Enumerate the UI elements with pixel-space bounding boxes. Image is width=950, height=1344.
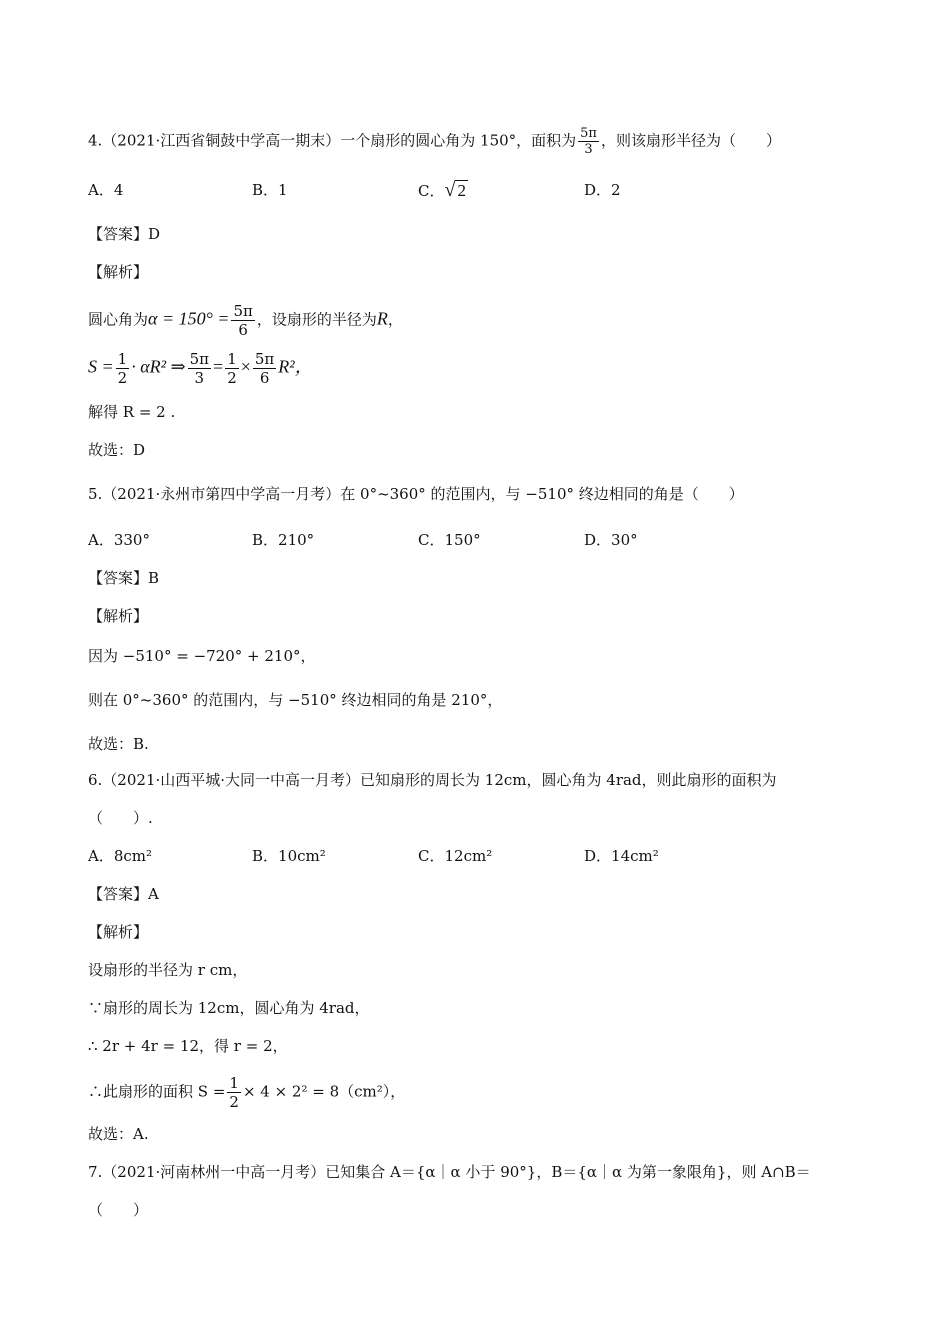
q4-answer: 【答案】D [88, 225, 161, 243]
q7-stem-line-1: 7.（2021·河南林州一中高一月考）已知集合 A＝{α｜α 小于 90°}，B＝{α｜α 为第一象限角}，则 A∩B＝ [88, 1163, 811, 1181]
q6-stem-line-2: （ ）. [88, 809, 153, 827]
q5-option-b: B．210° [252, 531, 315, 549]
q6-stem-line-1: 6.（2021·山西平城·大同一中高一月考）已知扇形的周长为 12cm，圆心角为 4rad，则此扇形的面积为 [88, 771, 777, 789]
q4-l2-f-num: 5π [189, 350, 210, 368]
q4-l1-alpha: α = 150° = [148, 308, 230, 329]
q4-stem-frac-num: 5π [580, 126, 597, 141]
q4-option-b: B．1 [252, 181, 288, 199]
q4-stem-text-b: ，则该扇形半径为（ ） [600, 131, 781, 150]
q4-l2-frac-f [188, 350, 211, 387]
q5-analysis-line-1: 因为 −510° = −720° + 210°， [88, 647, 316, 665]
q6-l4-text-a: ∴此扇形的面积 S = [88, 1082, 226, 1101]
q4-l2-g-num: 5π [254, 350, 275, 368]
q4-l1-text-c: ， [387, 310, 403, 329]
q4-l1-text: 圆心角为 [88, 310, 149, 329]
q6-analysis-label: 【解析】 [88, 923, 149, 941]
q4-stem-fraction [578, 126, 599, 157]
q4-option-c [418, 180, 468, 201]
q4-stem-text-a: 4.（2021·江西省铜鼓中学高一期末）一个扇形的圆心角为 150°，面积为 [88, 131, 577, 150]
q6-analysis-line-3: ∴ 2r + 4r = 12，得 r = 2， [88, 1037, 288, 1055]
q6-answer: 【答案】A [88, 885, 159, 903]
q4-l1-radius: R [376, 308, 388, 329]
q4-analysis-line-1 [88, 302, 403, 339]
q4-option-d: D．2 [584, 181, 621, 199]
q4-l2-times: × [240, 356, 251, 377]
q4-l2-h2-den: 2 [227, 369, 237, 387]
q4-l2-eq: = [213, 356, 224, 377]
q6-analysis-line-2: ∵扇形的周长为 12cm，圆心角为 4rad， [88, 999, 370, 1017]
q4-option-c-radicand: 2 [457, 181, 466, 200]
q5-option-c: C．150° [418, 531, 481, 549]
q5-answer: 【答案】B [88, 569, 160, 587]
q6-option-a: A．8cm² [88, 847, 153, 865]
q4-analysis-line-3: 解得 R = 2 . [88, 403, 176, 421]
q5-analysis-line-2: 则在 0°~360° 的范围内，与 −510° 终边相同的角是 210°， [88, 691, 503, 709]
q4-l1-text-b: ，设扇形的半径为 [256, 310, 377, 329]
q4-analysis-line-2 [88, 350, 313, 387]
q4-l2-S: S = [88, 356, 114, 377]
q6-l4-frac-den: 2 [229, 1093, 239, 1111]
q5-option-d: D．30° [584, 531, 638, 549]
q4-l2-end: R²， [278, 356, 313, 377]
q6-option-d: D．14cm² [584, 847, 659, 865]
q5-analysis-label: 【解析】 [88, 607, 149, 625]
q4-l2-g-den: 6 [259, 369, 270, 387]
q4-l1-frac-den: 6 [238, 321, 248, 339]
q6-analysis-line-1: 设扇形的半径为 r cm， [88, 961, 248, 979]
q4-l2-mid: · αR² ⇒ [131, 356, 186, 377]
q4-final: 故选：D [88, 441, 146, 459]
q6-option-b: B．10cm² [252, 847, 326, 865]
q4-option-a: A．4 [88, 181, 124, 199]
q4-stem [88, 126, 781, 157]
q4-l2-half-2 [225, 350, 239, 387]
q4-l2-f-den: 3 [194, 369, 205, 387]
q4-l2-frac-g [253, 350, 276, 387]
q6-l4-frac-num: 1 [229, 1074, 239, 1092]
q6-analysis-line-4 [88, 1074, 405, 1111]
q5-option-a: A．330° [88, 531, 150, 549]
q6-l4-text-b: × 4 × 2² = 8（cm²）， [242, 1082, 406, 1101]
q4-l1-fraction [231, 302, 254, 339]
q6-option-c: C．12cm² [418, 847, 493, 865]
q4-l2-h1-den: 2 [117, 369, 128, 387]
q4-l1-frac-num: 5π [233, 302, 253, 320]
q7-stem-line-2: （ ） [88, 1201, 149, 1219]
q4-l2-h1-num: 1 [117, 350, 128, 368]
q4-option-c-label: C． [418, 182, 445, 200]
q6-l4-fraction [227, 1074, 241, 1111]
q4-l2-half-1 [116, 350, 130, 387]
q4-stem-frac-den: 3 [584, 142, 593, 157]
q5-final: 故选：B. [88, 735, 149, 753]
q5-stem: 5.（2021·永州市第四中学高一月考）在 0°~360° 的范围内，与 −510° 终边相同的角是（ ） [88, 485, 744, 503]
q4-l2-h2-num: 1 [227, 350, 237, 368]
q6-final: 故选：A. [88, 1125, 149, 1143]
q4-option-c-sqrt: √ 2 [444, 179, 466, 201]
q4-analysis-label: 【解析】 [88, 263, 149, 281]
